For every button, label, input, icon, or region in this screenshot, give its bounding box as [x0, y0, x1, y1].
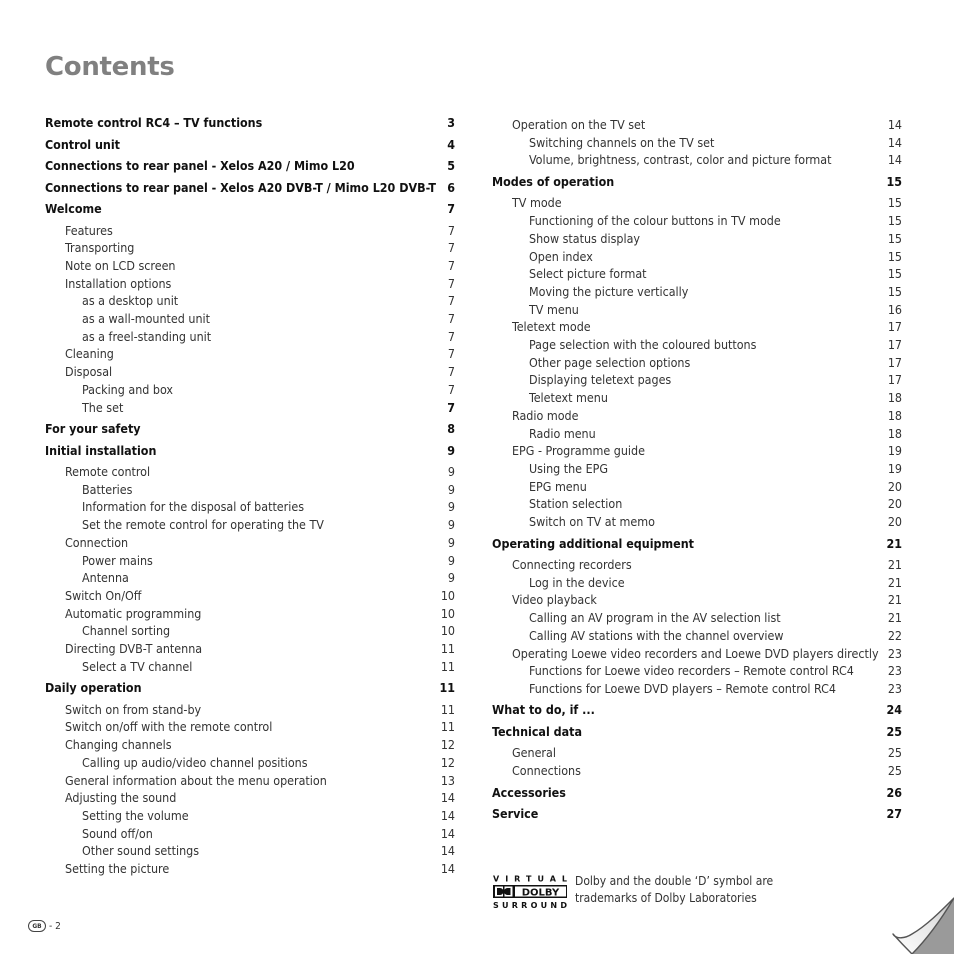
toc-entry-title: EPG menu: [529, 478, 587, 494]
toc-entry-page-number: 25: [887, 745, 902, 761]
toc-entry-page-number: 7: [447, 240, 455, 256]
toc-entry-title: Volume, brightness, contrast, color and picture format: [529, 152, 832, 168]
toc-entry-page-number: 9: [447, 570, 455, 586]
toc-entry-page-number: 23: [887, 663, 902, 679]
toc-entry-title: Switch on/off with the remote control: [65, 719, 273, 735]
toc-entry-page-number: 14: [887, 134, 902, 150]
toc-entry-title: Antenna: [82, 570, 129, 586]
toc-entry-title: Switch on from stand-by: [65, 701, 202, 717]
toc-entry-title: Other sound settings: [82, 843, 200, 859]
toc-entry-page-number: 5: [447, 158, 455, 173]
page-number: - 2: [49, 920, 61, 932]
toc-entry-title: For your safety: [45, 421, 141, 436]
toc-entry-title: Video playback: [512, 592, 597, 608]
toc-entry-page-number: 11: [439, 680, 455, 696]
toc-entry-title: Transporting: [65, 240, 135, 256]
toc-entry-page-number: 22: [887, 627, 902, 643]
toc-entry-title: Service: [492, 806, 539, 822]
toc-entry-title: Operating additional equipment: [492, 535, 694, 551]
toc-entry-page-number: 14: [440, 861, 455, 876]
toc-entry-title: Using the EPG: [529, 460, 608, 476]
dolby-virtual-surround-logo: [492, 874, 568, 910]
toc-entry-page-number: 18: [887, 390, 902, 406]
toc-entry-title: Note on LCD screen: [65, 257, 176, 273]
toc-entry-page-number: 8: [447, 421, 455, 436]
toc-entry-title: Functions for Loewe video recorders – Remote control RC4: [529, 663, 854, 679]
toc-entry-page-number: 6: [447, 179, 455, 195]
toc-entry-title: General information about the menu operation: [65, 772, 327, 788]
toc-entry-title: Disposal: [65, 364, 113, 380]
toc-entry-page-number: 21: [887, 592, 902, 608]
toc-entry-title: Teletext mode: [512, 319, 591, 335]
toc-entry-page-number: 25: [887, 763, 902, 779]
toc-entry-page-number: 14: [440, 825, 455, 841]
dolby-logo-mid-text: DOLBY: [521, 887, 560, 899]
toc-entry-title: Operation on the TV set: [512, 117, 646, 132]
toc-entry-page-number: 13: [440, 772, 455, 788]
toc-entry-title: Setting the picture: [65, 861, 170, 876]
toc-entry-title: Operating Loewe video recorders and Loewe DVD players directly: [512, 645, 879, 661]
toc-entry-page-number: 18: [887, 407, 902, 423]
toc-entry-title: Switch on TV at memo: [529, 514, 655, 529]
toc-entry-page-number: 24: [886, 702, 902, 718]
toc-entry-title: Moving the picture vertically: [529, 283, 689, 299]
toc-entry-title: Displaying teletext pages: [529, 372, 672, 388]
toc-entry-page-number: 7: [447, 346, 455, 362]
toc-entry-page-number: 19: [887, 460, 902, 476]
gb-language-badge: GB: [28, 920, 46, 932]
toc-entry-title: General: [512, 745, 556, 761]
toc-entry-title: TV mode: [512, 195, 562, 211]
toc-entry-title: as a desktop unit: [82, 293, 179, 309]
toc-entry-page-number: 20: [887, 514, 902, 529]
toc-right-column: [492, 117, 902, 822]
toc-entry-title: Features: [65, 222, 113, 238]
toc-entry-page-number: 17: [887, 372, 902, 388]
toc-left-column: [45, 115, 455, 876]
dolby-logo-top-text: VIRTUAL: [493, 874, 567, 884]
toc-entry-title: Select picture format: [529, 266, 647, 282]
toc-entry-title: Radio menu: [529, 425, 596, 441]
toc-entry-page-number: 11: [440, 641, 455, 656]
toc-entry-page-number: 23: [887, 645, 902, 661]
dolby-logo-bottom-text: SURROUND: [493, 901, 567, 910]
toc-entry-title: Remote control: [65, 464, 151, 479]
toc-entry-page-number: 26: [886, 784, 902, 800]
toc-entry-title: Connections to rear panel - Xelos A20 DVB-T / Mimo L20 DVB-T: [45, 179, 436, 195]
toc-entry-page-number: 17: [887, 319, 902, 335]
toc-entry-title: Open index: [529, 248, 593, 264]
toc-entry-title: Connections: [512, 763, 581, 779]
toc-entry-title: Connections to rear panel - Xelos A20 / Mimo L20: [45, 158, 355, 173]
toc-entry-page-number: 20: [887, 496, 902, 512]
dolby-note-line: Dolby and the double ‘D’ symbol are: [575, 874, 774, 888]
toc-entry-title: Technical data: [492, 723, 582, 739]
toc-entry-title: Sound off/on: [82, 825, 153, 841]
toc-entry-title: Automatic programming: [65, 605, 202, 621]
toc-entry-page-number: 7: [447, 293, 455, 309]
toc-entry-title: Information for the disposal of batteries: [82, 499, 305, 515]
toc-entry-page-number: 9: [447, 534, 455, 550]
toc-entry-page-number: 7: [447, 381, 455, 397]
toc-entry-title: Directing DVB-T antenna: [65, 641, 203, 656]
toc-entry-page-number: 15: [887, 230, 902, 246]
toc-entry-title: Functioning of the colour buttons in TV mode: [529, 213, 781, 229]
toc-entry-title: Packing and box: [82, 381, 173, 397]
toc-entry-page-number: 18: [887, 425, 902, 441]
toc-entry-page-number: 21: [886, 535, 902, 551]
toc-entry-title: Calling AV stations with the channel overview: [529, 627, 784, 643]
toc-entry-page-number: 15: [887, 248, 902, 264]
toc-entry-page-number: 15: [887, 213, 902, 229]
toc-entry-page-number: 7: [447, 222, 455, 238]
toc-entry-title: Page selection with the coloured buttons: [529, 337, 757, 352]
toc-entry-page-number: 7: [447, 275, 455, 291]
toc-entry-title: Other page selection options: [529, 354, 691, 370]
toc-entry-page-number: 7: [447, 399, 455, 415]
toc-entry-page-number: 14: [440, 790, 455, 806]
toc-entry-page-number: 21: [887, 574, 902, 590]
toc-entry-page-number: 21: [887, 610, 902, 626]
toc-entry-page-number: 11: [440, 701, 455, 717]
page-title: Contents: [45, 52, 175, 82]
toc-entry-title: Connecting recorders: [512, 557, 632, 572]
toc-entry-title: Power mains: [82, 552, 153, 568]
toc-entry-page-number: 11: [440, 658, 455, 674]
dolby-trademark-note: [575, 873, 773, 907]
toc-entry-page-number: 10: [440, 623, 455, 639]
toc-entry-title: Functions for Loewe DVD players – Remote control RC4: [529, 680, 836, 696]
toc-entry-page-number: 14: [440, 843, 455, 859]
toc-entry-title: Show status display: [529, 230, 640, 246]
toc-entry-title: Station selection: [529, 496, 623, 512]
toc-entry-page-number: 7: [447, 328, 455, 344]
toc-entry-page-number: 9: [447, 552, 455, 568]
dolby-note-line: trademarks of Dolby Laboratories: [575, 891, 757, 905]
toc-entry-title: Set the remote control for operating the TV: [82, 517, 324, 533]
toc-entry-title: Control unit: [45, 136, 120, 152]
toc-entry-page-number: 21: [887, 557, 902, 572]
toc-entry-title: Teletext menu: [529, 390, 608, 406]
toc-entry-title: What to do, if ...: [492, 702, 595, 718]
toc-entry-page-number: 14: [440, 807, 455, 823]
page-footer: [28, 920, 61, 932]
toc-entry-page-number: 14: [887, 152, 902, 168]
toc-entry-title: Switch On/Off: [65, 587, 142, 603]
toc-entry-title: Setting the volume: [82, 807, 189, 823]
toc-entry-title: Initial installation: [45, 442, 157, 458]
toc-entry-page-number: 20: [887, 478, 902, 494]
toc-entry-title: Log in the device: [529, 574, 625, 590]
toc-entry-title: Cleaning: [65, 346, 114, 362]
toc-entry-page-number: 11: [440, 719, 455, 735]
toc-entry-page-number: 15: [887, 266, 902, 282]
toc-entry-title: Connection: [65, 534, 129, 550]
toc-entry-title: Batteries: [82, 481, 133, 497]
toc-entry-page-number: 15: [886, 173, 902, 189]
toc-entry-page-number: 9: [447, 464, 455, 479]
toc-entry-page-number: 7: [447, 257, 455, 273]
toc-entry-title: Channel sorting: [82, 623, 171, 639]
toc-entry-page-number: 19: [887, 443, 902, 459]
toc-entry-page-number: 15: [887, 283, 902, 299]
toc-entry-title: Accessories: [492, 784, 566, 800]
toc-entry-page-number: 14: [887, 117, 902, 132]
toc-entry-title: as a wall-mounted unit: [82, 311, 210, 326]
toc-entry-title: Modes of operation: [492, 173, 615, 189]
toc-entry-title: Switching channels on the TV set: [529, 134, 715, 150]
toc-entry-page-number: 25: [886, 723, 902, 739]
toc-entry-title: Remote control RC4 – TV functions: [45, 115, 263, 130]
toc-entry-title: as a freel-standing unit: [82, 328, 212, 344]
toc-entry-page-number: 9: [447, 517, 455, 533]
toc-entry-title: Calling up audio/video channel positions: [82, 754, 308, 770]
toc-entry-page-number: 4: [447, 136, 455, 152]
toc-entry-page-number: 7: [447, 311, 455, 326]
toc-entry-page-number: 12: [440, 737, 455, 753]
toc-entry-page-number: 23: [887, 680, 902, 696]
toc-entry-title: Adjusting the sound: [65, 790, 177, 806]
toc-entry-title: Daily operation: [45, 680, 142, 696]
toc-entry-page-number: 9: [447, 481, 455, 497]
toc-entry-title: TV menu: [529, 301, 579, 317]
toc-entry-title: Installation options: [65, 275, 172, 291]
toc-entry-page-number: 7: [447, 364, 455, 380]
toc-entry-page-number: 7: [447, 201, 455, 216]
toc-entry-title: Changing channels: [65, 737, 172, 753]
toc-entry-page-number: 9: [447, 442, 455, 458]
toc-entry-page-number: 9: [447, 499, 455, 515]
toc-entry-title: Calling an AV program in the AV selection list: [529, 610, 781, 626]
toc-entry-title: Welcome: [45, 201, 102, 216]
toc-entry-title: Select a TV channel: [82, 658, 193, 674]
toc-entry-title: Radio mode: [512, 407, 579, 423]
toc-entry-page-number: 10: [440, 587, 455, 603]
toc-entry-page-number: 16: [887, 301, 902, 317]
toc-entry-page-number: 12: [440, 754, 455, 770]
page-curl-icon: [892, 888, 954, 954]
toc-entry-page-number: 10: [440, 605, 455, 621]
toc-entry-title: The set: [82, 399, 124, 415]
toc-entry-page-number: 17: [887, 337, 902, 352]
toc-entry-title: EPG - Programme guide: [512, 443, 645, 459]
toc-entry-page-number: 27: [886, 806, 902, 822]
toc-entry-page-number: 15: [887, 195, 902, 211]
toc-entry-page-number: 3: [447, 115, 455, 130]
toc-entry-page-number: 17: [887, 354, 902, 370]
